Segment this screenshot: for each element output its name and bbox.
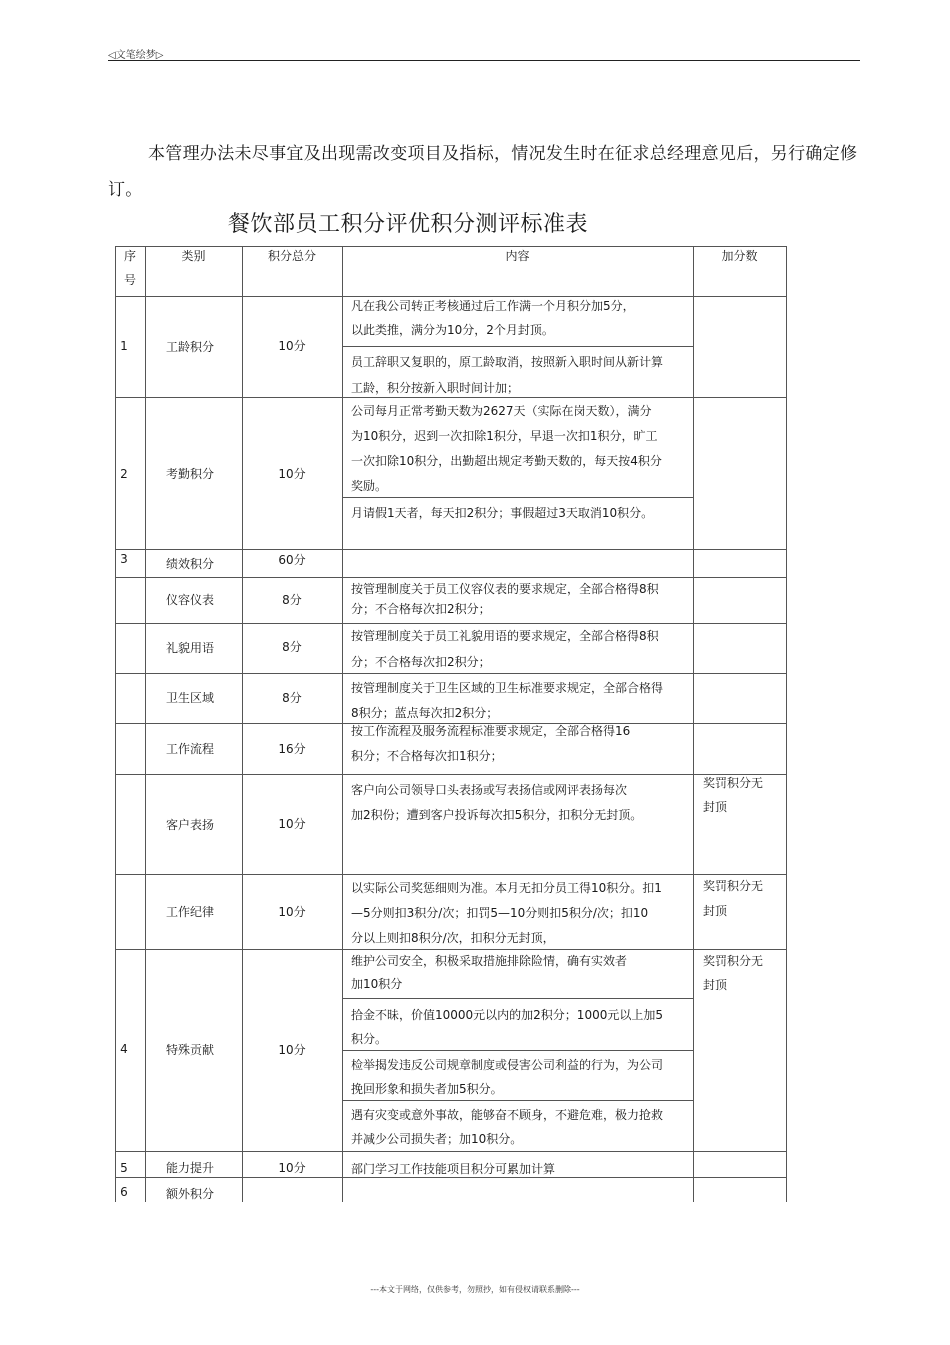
row-category: 工作纪律 xyxy=(165,905,214,919)
row-seq: 4 xyxy=(120,1042,128,1056)
row-category: 客户表扬 xyxy=(165,818,214,832)
table-rule xyxy=(342,246,343,1202)
row-content: 分以上则扣8积分/次，扣积分无封顶， xyxy=(351,931,555,945)
row-content: 按管理制度关于卫生区域的卫生标准要求规定，全部合格得 xyxy=(351,681,664,695)
row-content: 拾金不昧，价值10000元以内的加2积分；1000元以上加5 xyxy=(351,1008,663,1022)
row-category: 能力提升 xyxy=(165,1161,214,1175)
header-total: 积分总分 xyxy=(267,249,316,263)
row-content: —5分则扣3积分/次；扣罚5—10分则扣5积分/次；扣10 xyxy=(351,906,649,920)
row-content: 客户向公司领导口头表扬或写表扬信或网评表扬每次 xyxy=(351,783,628,797)
row-seq: 1 xyxy=(120,339,128,353)
row-content: 加2积份；遭到客户投诉每次扣5积分，扣积分无封顶。 xyxy=(351,808,643,822)
header-seq: 号 xyxy=(123,273,136,287)
row-content: 以此类推，满分为10分，2个月封顶。 xyxy=(351,323,554,337)
row-bonus: 封顶 xyxy=(703,978,728,992)
footer-note: ---本文于网络，仅供参考，勿照抄，如有侵权请联系删除--- xyxy=(370,1285,580,1294)
header-category: 类别 xyxy=(181,249,206,263)
row-content: 积分。 xyxy=(351,1032,388,1046)
row-content: 挽回形象和损失者加5积分。 xyxy=(351,1082,503,1096)
row-content: 部门学习工作技能项目积分可累加计算 xyxy=(351,1162,556,1176)
table-rule xyxy=(342,998,693,999)
row-content: 并减少公司损失者；加10积分。 xyxy=(351,1132,523,1146)
row-content: 分；不合格每次扣2积分； xyxy=(351,602,491,616)
row-content: 按工作流程及服务流程标准要求规定，全部合格得16 xyxy=(351,724,631,738)
row-content: 加10积分 xyxy=(351,977,403,991)
row-seq: 5 xyxy=(120,1161,128,1175)
row-content: 奖励。 xyxy=(351,479,388,493)
row-category: 工作流程 xyxy=(165,742,214,756)
row-total: 60分 xyxy=(278,553,306,567)
row-content: 8积分；蓝点每次扣2积分； xyxy=(351,706,499,720)
row-category: 额外积分 xyxy=(165,1187,214,1201)
table-rule xyxy=(115,774,786,775)
row-total: 10分 xyxy=(278,467,306,481)
row-seq: 2 xyxy=(120,467,128,481)
table-rule xyxy=(115,549,786,550)
row-bonus: 封顶 xyxy=(703,904,728,918)
row-bonus: 奖罚积分无 xyxy=(703,954,764,968)
row-category: 仪容仪表 xyxy=(165,593,214,607)
row-content: 积分；不合格每次扣1积分； xyxy=(351,749,503,763)
row-category: 礼貌用语 xyxy=(165,641,214,655)
row-bonus: 奖罚积分无 xyxy=(703,879,764,893)
row-content: 一次扣除10积分，出勤超出规定考勤天数的，每天按4积分 xyxy=(351,454,662,468)
table-rule xyxy=(342,1050,693,1051)
row-content: 员工辞职又复职的，原工龄取消，按照新入职时间从新计算 xyxy=(351,355,664,369)
row-total: 10分 xyxy=(278,817,306,831)
row-content: 按管理制度关于员工仪容仪表的要求规定，全部合格得8积 xyxy=(351,582,659,596)
row-content: 以实际公司奖惩细则为准。本月无扣分员工得10积分。扣1 xyxy=(351,881,662,895)
row-total: 10分 xyxy=(278,339,306,353)
row-total: 8分 xyxy=(282,593,302,607)
table-rule xyxy=(693,246,694,1202)
table-rule xyxy=(115,874,786,875)
row-category: 绩效积分 xyxy=(165,557,214,571)
row-category: 考勤积分 xyxy=(165,467,214,481)
row-category: 卫生区域 xyxy=(165,691,214,705)
row-content: 公司每月正常考勤天数为2627天（实际在岗天数），满分 xyxy=(351,404,652,418)
row-content: 工龄，积分按新入职时间计加； xyxy=(351,381,520,395)
row-total: 10分 xyxy=(278,1043,306,1057)
header-seq: 序 xyxy=(123,249,136,263)
row-content: 检举揭发违反公司规章制度或侵害公司利益的行为，为公司 xyxy=(351,1058,664,1072)
table-title: 餐饮部员工积分评优积分测评标准表 xyxy=(228,212,589,237)
row-content: 维护公司安全，积极采取措施排除险情，确有实效者 xyxy=(351,954,628,968)
row-content: 凡在我公司转正考核通过后工作满一个月积分加5分， xyxy=(351,299,635,313)
row-bonus: 封顶 xyxy=(703,800,728,814)
row-total: 10分 xyxy=(278,905,306,919)
header-text: ◁文笔绘梦▷ xyxy=(108,50,164,61)
row-content: 为10积分，迟到一次扣除1积分，早退一次扣1积分，旷工 xyxy=(351,429,658,443)
row-seq: 3 xyxy=(120,552,128,566)
row-content: 按管理制度关于员工礼貌用语的要求规定，全部合格得8积 xyxy=(351,629,659,643)
row-content: 月请假1天者，每天扣2积分；事假超过3天取消10积分。 xyxy=(351,506,654,520)
row-category: 特殊贡献 xyxy=(165,1043,214,1057)
intro-paragraph: 本管理办法未尽事宜及出现需改变项目及指标，情况发生时在征求总经理意见后，另行确定修订。 xyxy=(108,144,858,200)
row-bonus: 奖罚积分无 xyxy=(703,776,764,790)
table-rule xyxy=(342,346,693,347)
header-bonus: 加分数 xyxy=(721,249,758,263)
row-content: 遇有灾变或意外事故，能够奋不顾身，不避危难，极力抢救 xyxy=(351,1108,664,1122)
header-content: 内容 xyxy=(505,249,530,263)
row-content: 分；不合格每次扣2积分； xyxy=(351,655,491,669)
row-category: 工龄积分 xyxy=(165,340,214,354)
table-rule xyxy=(786,246,787,1202)
row-total: 8分 xyxy=(282,640,302,654)
row-total: 16分 xyxy=(278,742,306,756)
row-seq: 6 xyxy=(120,1185,128,1199)
table-rule xyxy=(342,497,693,498)
row-total: 8分 xyxy=(282,691,302,705)
row-total: 10分 xyxy=(278,1161,306,1175)
